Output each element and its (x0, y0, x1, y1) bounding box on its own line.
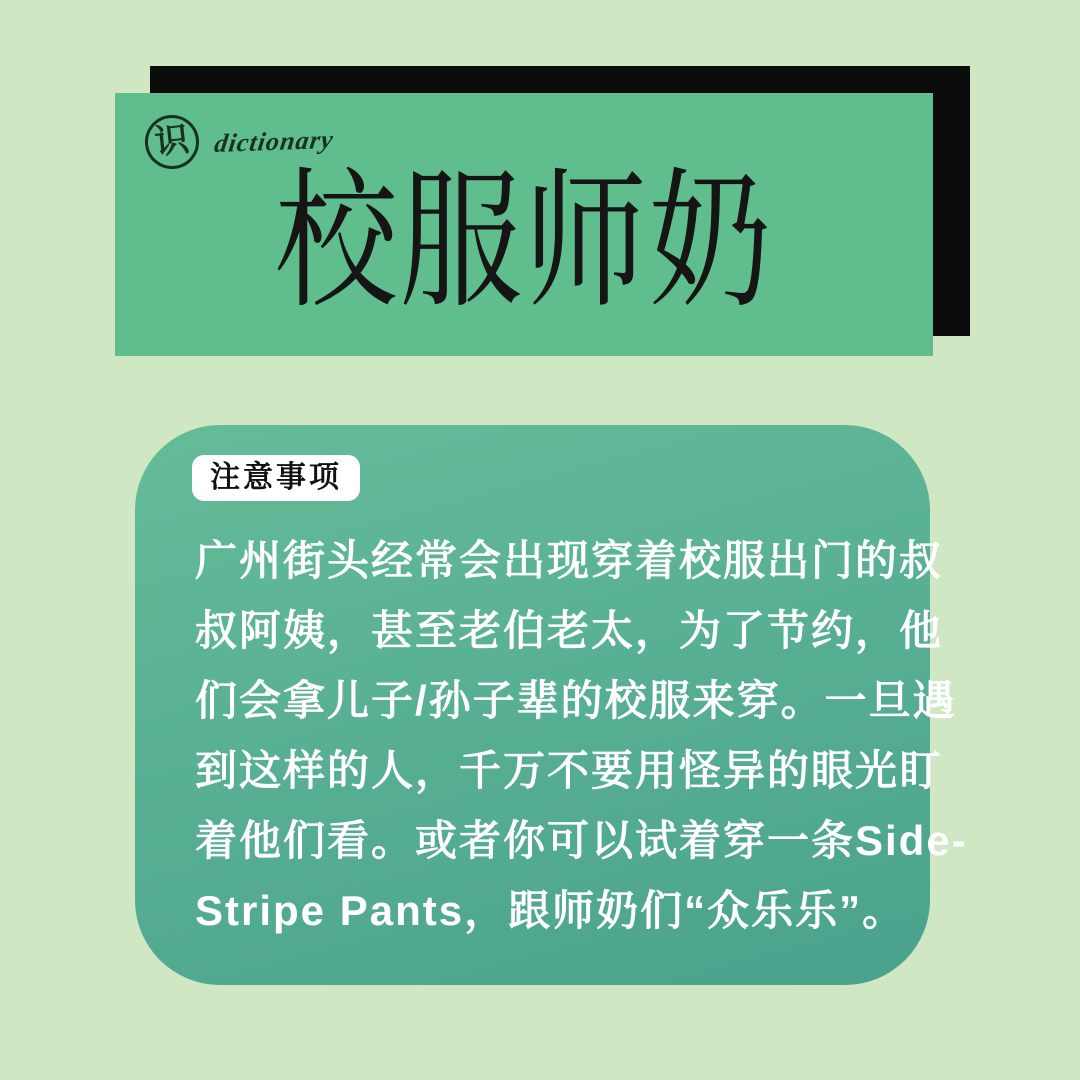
notice-card (135, 425, 968, 985)
notice-body (195, 526, 968, 946)
notice-body-line: 着他们看。或者你可以试着穿一条Side- (195, 817, 968, 864)
brand-logo-glyph: 识 (153, 121, 191, 162)
notice-body-line: 叔阿姨，甚至老伯老太，为了节约，他 (195, 607, 944, 654)
brand-wordmark: dictionary (212, 124, 336, 159)
header-card (115, 93, 933, 356)
notice-body-line: 们会拿儿子/孙子辈的校服来穿。一旦遇 (195, 677, 957, 724)
notice-body-line: 到这样的人，千万不要用怪异的眼光盯 (195, 747, 944, 794)
notice-body-line: Stripe Pants，跟师奶们“众乐乐”。 (195, 887, 907, 934)
brand-logo-icon (142, 112, 201, 171)
poster-title: 校服师奶 (274, 160, 774, 326)
notice-body-line: 广州街头经常会出现穿着校服出门的叔 (195, 537, 944, 584)
notice-label-badge: 注意事项 (192, 455, 360, 501)
